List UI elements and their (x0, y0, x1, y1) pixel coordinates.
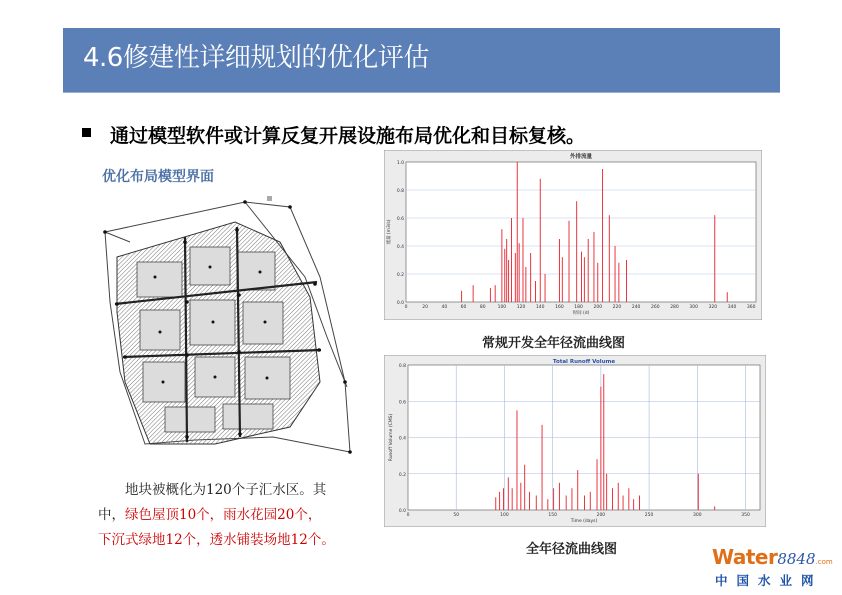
y-tick-label: 0.0 (398, 509, 406, 514)
x-tick-label: 360 (746, 305, 756, 310)
bullet-text: 通过模型软件或计算反复开展设施布局优化和目标复核。 (110, 125, 586, 147)
description-highlight: 绿色屋顶10个，雨水花园20个， (125, 507, 322, 523)
chart-title: 外排流量 (569, 154, 593, 160)
y-tick-label: 0.6 (398, 400, 406, 406)
catchment-blocks (103, 200, 352, 454)
slide-title: 4.6修建性详细规划的优化评估 (83, 43, 429, 73)
chart-annual-caption: 全年径流曲线图 (526, 542, 618, 557)
x-tick-label: 0 (406, 513, 410, 518)
y-tick-label: 0.4 (398, 436, 406, 442)
logo-wordmark (712, 545, 833, 569)
x-axis-label: 时间 (d) (572, 311, 590, 316)
x-tick-label: 200 (593, 305, 603, 310)
description-line-3: 下沉式绿地12个，透水铺装场地12个。 (98, 532, 335, 548)
x-tick-label: 250 (644, 513, 654, 518)
x-tick-label: 100 (500, 513, 509, 518)
x-tick-label: 240 (631, 305, 641, 310)
logo-domain: .com (815, 558, 833, 566)
y-tick-label: 0.0 (396, 301, 404, 306)
y-tick-label: 0.8 (396, 189, 404, 194)
title-bar (63, 28, 780, 93)
x-tick-label: 50 (453, 513, 460, 518)
y-axis-label: Runoff Volume (CMS) (389, 413, 394, 462)
x-tick-label: 60 (460, 305, 467, 310)
description-line-2 (98, 503, 368, 528)
x-tick-label: 20 (422, 305, 429, 310)
x-tick-label: 260 (651, 305, 660, 310)
logo-chinese: 中国水业网 (715, 573, 823, 588)
y-tick-label: 0.6 (396, 217, 404, 222)
x-tick-label: 350 (741, 513, 750, 518)
x-tick-label: 0 (404, 305, 408, 310)
x-tick-label: 300 (689, 305, 698, 310)
chart-title: Total Runoff Volume (552, 359, 616, 365)
x-tick-label: 200 (596, 513, 606, 518)
chart-conventional-runoff (384, 150, 762, 320)
x-tick-label: 140 (535, 305, 545, 310)
logo-water-text: Water (712, 545, 778, 569)
x-tick-label: 40 (441, 305, 448, 310)
plot-area (406, 162, 756, 302)
x-tick-label: 300 (693, 513, 702, 518)
x-tick-label: 320 (708, 305, 718, 310)
y-axis-label: 流量 (m3/s) (387, 219, 392, 245)
x-axis-label: Time (days) (570, 519, 598, 524)
x-tick-label: 160 (555, 305, 564, 310)
chart-annual-runoff (384, 355, 766, 527)
map-caption: 优化布局模型界面 (102, 169, 214, 185)
description (98, 478, 368, 553)
chart-conventional-svg (384, 150, 762, 320)
bullet-square-icon (82, 128, 91, 137)
x-tick-label: 280 (670, 305, 679, 310)
map-marker-icon (267, 196, 272, 201)
x-tick-label: 100 (497, 305, 507, 310)
x-tick-label: 220 (612, 305, 622, 310)
y-tick-label: 0.8 (398, 364, 406, 369)
x-tick-label: 180 (574, 305, 583, 310)
description-line-1: 地块被概化为120个子汇水区。其 (125, 482, 327, 498)
y-tick-label: 0.2 (398, 472, 406, 478)
x-tick-label: 120 (516, 305, 526, 310)
y-tick-label: 0.2 (396, 273, 404, 278)
chart-annual-svg (384, 355, 766, 527)
y-tick-label: 1.0 (396, 161, 404, 166)
layout-model-map (95, 182, 365, 467)
chart-conventional-caption: 常规开发全年径流曲线图 (482, 336, 626, 351)
description-prefix: 中， (98, 507, 125, 523)
x-tick-label: 340 (727, 305, 737, 310)
logo-number: 8848 (777, 550, 816, 568)
x-tick-label: 80 (479, 305, 486, 310)
x-tick-label: 150 (548, 513, 557, 518)
y-tick-label: 0.4 (396, 245, 404, 250)
water8848-logo (712, 545, 837, 590)
